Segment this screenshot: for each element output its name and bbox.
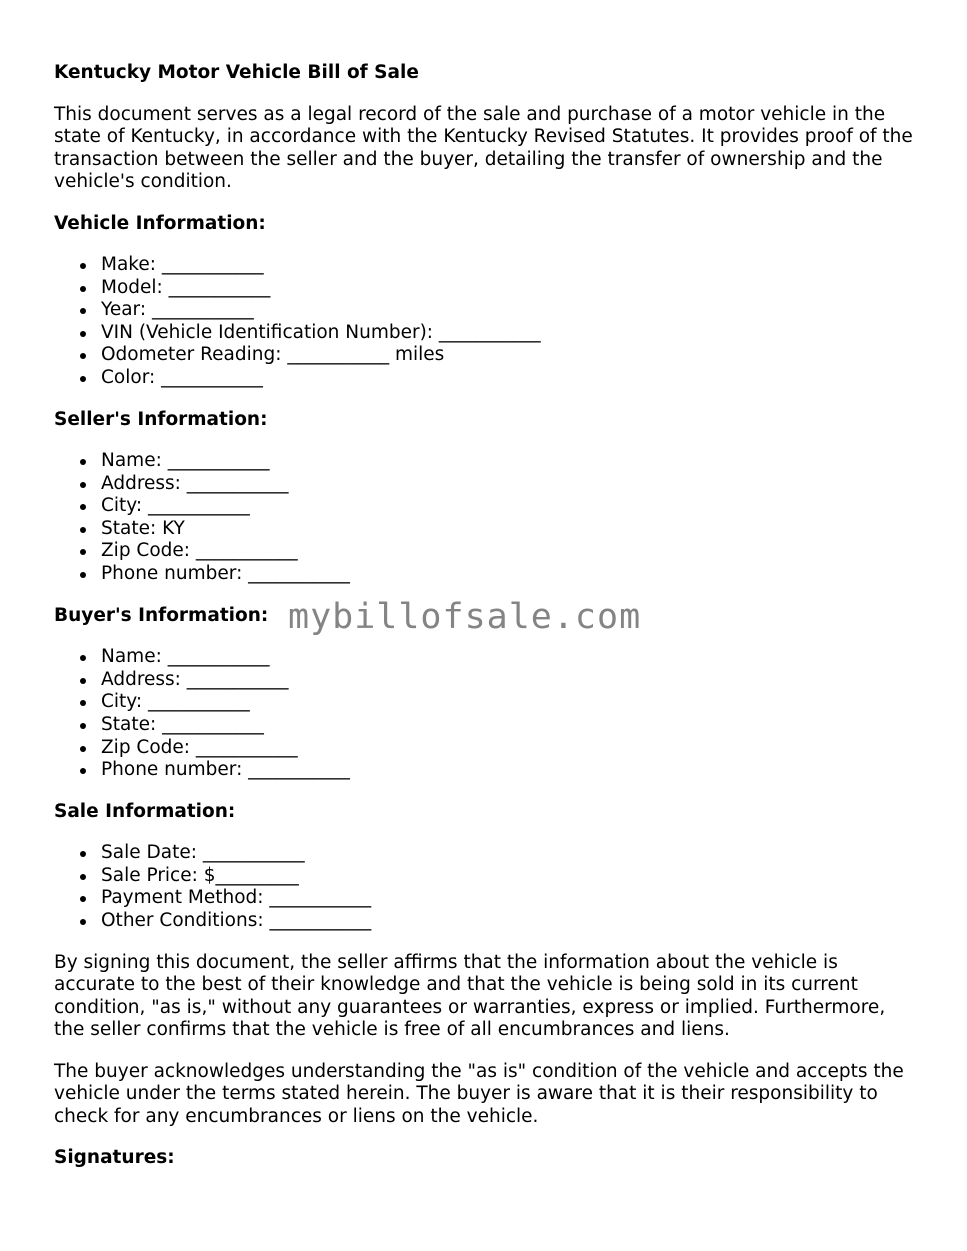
buyer-heading: Buyer's Information: [54, 604, 269, 626]
sale-date: Sale Date: ___________ [101, 842, 914, 865]
seller-address: Address: ___________ [101, 473, 914, 496]
buyer-list [54, 646, 914, 782]
vehicle-color: Color: ___________ [101, 367, 914, 390]
sale-payment-method: Payment Method: ___________ [101, 887, 914, 910]
seller-city: City: ___________ [101, 495, 914, 518]
sale-list [54, 842, 914, 932]
vehicle-make: Make: ___________ [101, 254, 914, 277]
buyer-zip: Zip Code: ___________ [101, 737, 914, 760]
sale-other-conditions: Other Conditions: ___________ [101, 910, 914, 933]
seller-heading: Seller's Information: [54, 408, 268, 430]
signatures-heading: Signatures: [54, 1147, 175, 1169]
watermark-text: mybillofsale.com [288, 597, 642, 637]
buyer-phone: Phone number: ___________ [101, 759, 914, 782]
vehicle-list [54, 254, 914, 390]
seller-list [54, 450, 914, 586]
buyer-name: Name: ___________ [101, 646, 914, 669]
seller-statement: By signing this document, the seller affirms that the information about the vehicle is accurate to the best of their knowledge and that the vehicle is being sold in its current condition, "as is," without any guarantees or warranties, express or implied. Furthermore, the seller confirms that the vehicle is free of all encumbrances and liens. [54, 951, 886, 1041]
buyer-statement: The buyer acknowledges understanding the "as is" condition of the vehicle and accepts the vehicle under the terms stated herein. The buyer is aware that it is their responsibility to check for any encumbrances or liens on the vehicle. [54, 1060, 904, 1127]
buyer-state: State: ___________ [101, 714, 914, 737]
vehicle-vin: VIN (Vehicle Identification Number): ___________ [101, 322, 914, 345]
sale-heading: Sale Information: [54, 800, 236, 822]
vehicle-model: Model: ___________ [101, 277, 914, 300]
sale-price: Sale Price: $_________ [101, 865, 914, 888]
buyer-address: Address: ___________ [101, 669, 914, 692]
vehicle-odometer: Odometer Reading: ___________ miles [101, 344, 914, 367]
seller-state: State: KY [101, 518, 914, 541]
seller-phone: Phone number: ___________ [101, 563, 914, 586]
document-title: Kentucky Motor Vehicle Bill of Sale [54, 62, 419, 83]
seller-name: Name: ___________ [101, 450, 914, 473]
buyer-city: City: ___________ [101, 691, 914, 714]
intro-paragraph: This document serves as a legal record of the sale and purchase of a motor vehicle in the state of Kentucky, in accordance with the Kentucky Revised Statutes. It provides proof of the transaction between the seller and the buyer, detailing the transfer of ownership and the vehicle's condition. [54, 103, 913, 192]
vehicle-year: Year: ___________ [101, 299, 914, 322]
seller-zip: Zip Code: ___________ [101, 540, 914, 563]
vehicle-heading: Vehicle Information: [54, 212, 266, 234]
